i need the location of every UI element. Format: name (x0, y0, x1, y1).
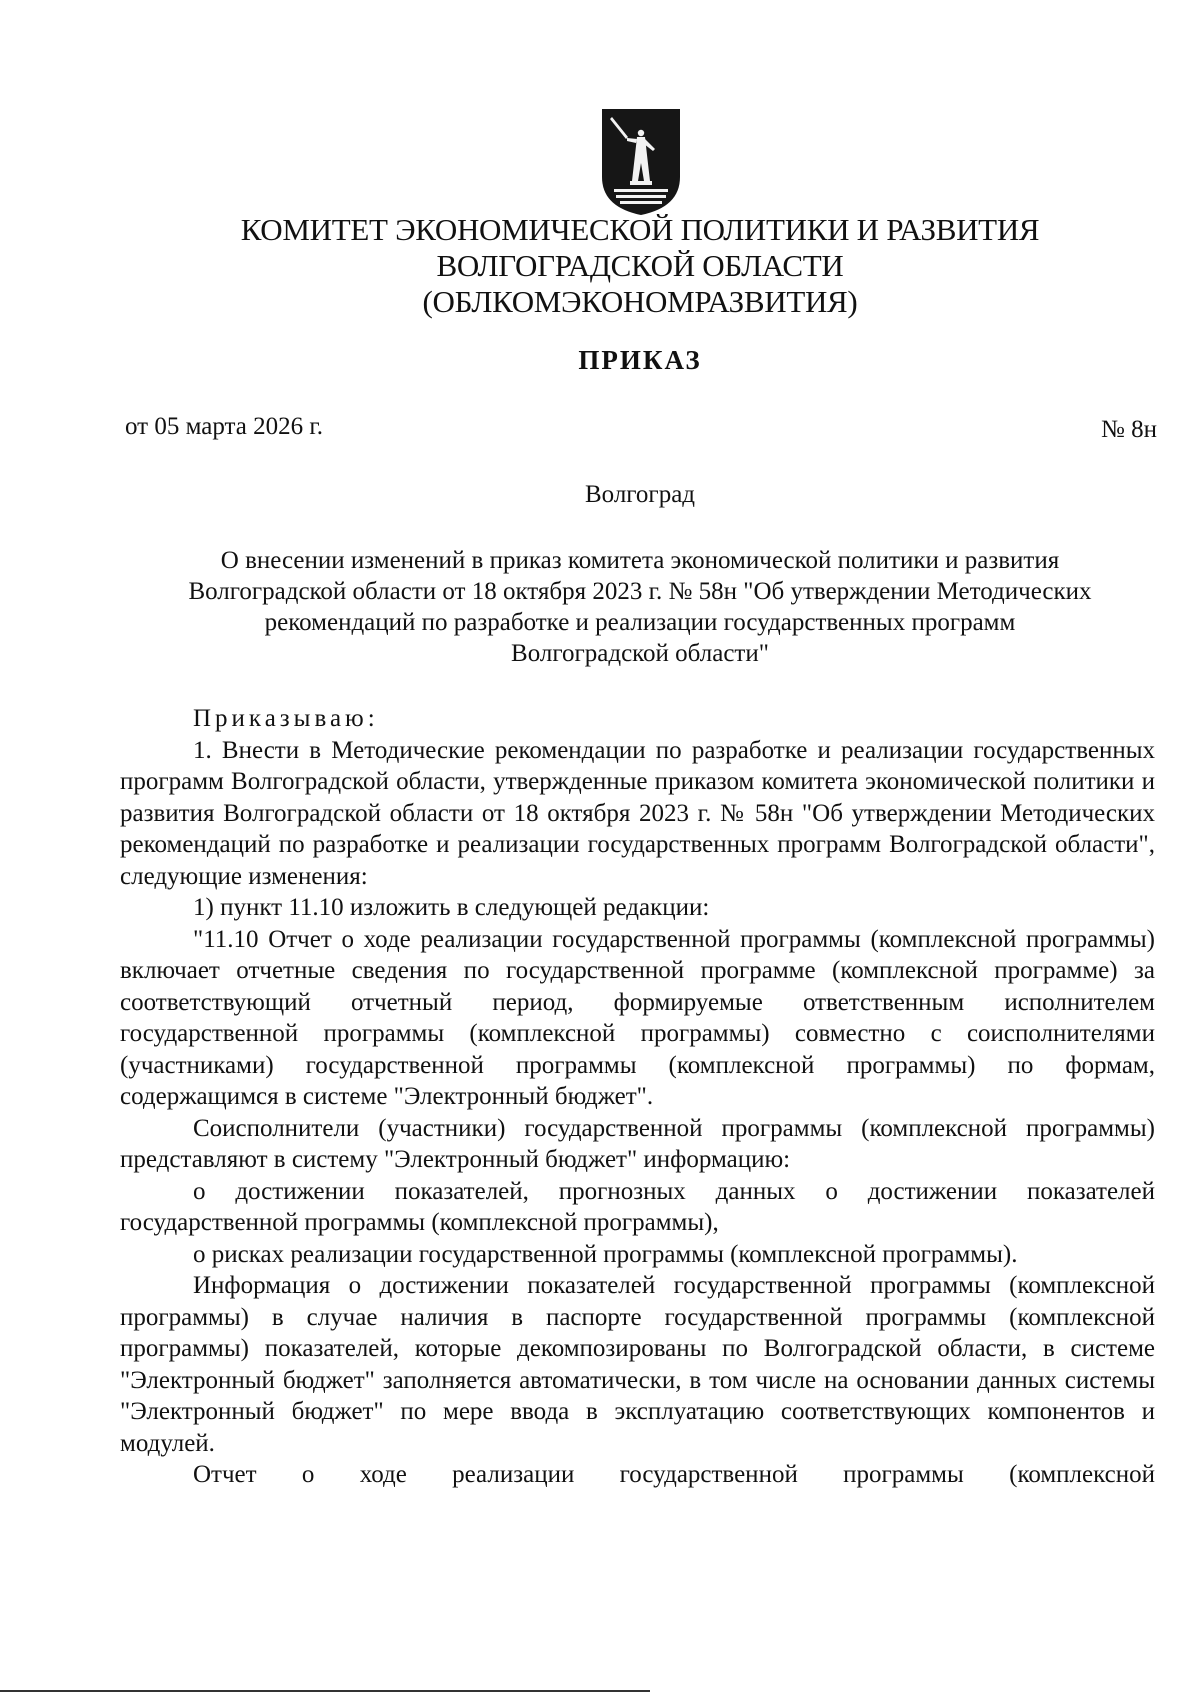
body-paragraph-1: 1. Внести в Методические рекомендации по разработке и реализации государственных программ Волгоградской области, утвержденные приказом комитета экономической политики и развития Волгоградской области от 18 октября 2023 г. № 58н "Об утверждении Методических рекомендаций по разработке и реализации государственных программ Волгоградской области", следующие изменения: (120, 736, 1155, 890)
document-city: Волгоград (584, 481, 696, 508)
volgograd-emblem-icon (600, 107, 682, 217)
body-paragraph-7: Информация о достижении показателей государственной программы (комплексной программы) в случае наличия в паспорте государственной программы (комплексной программы) показателей, которые декомпозированы по Волгоградской области, в системе "Электронный бюджет" заполняется автоматически, в том числе на основании данных системы "Электронный бюджет" по мере ввода в эксплуатацию соответствующих компонентов и модулей. (120, 1272, 1155, 1457)
document-body (120, 703, 1155, 1491)
org-name-line-1: КОМИТЕТ ЭКОНОМИЧЕСКОЙ ПОЛИТИКИ И РАЗВИТИЯ (240, 212, 1040, 247)
org-name-line-2: ВОЛГОГРАДСКОЙ ОБЛАСТИ (436, 248, 844, 283)
body-paragraph-4: Соисполнители (участники) государственной программы (комплексной программы) представляют в систему "Электронный бюджет" информацию: (120, 1114, 1155, 1173)
body-paragraph-2: 1) пункт 11.10 изложить в следующей редакции: (193, 894, 710, 921)
organization-name (120, 212, 1160, 320)
subject-line-1: О внесении изменений в приказ комитета экономической политики и развития (220, 547, 1060, 574)
body-paragraph-5: о достижении показателей, прогнозных данных о достижении показателей государственной программы (комплексной программы), (120, 1177, 1155, 1236)
subject-line-4: Волгоградской области" (511, 640, 769, 667)
body-paragraph-3: "11.10 Отчет о ходе реализации государственной программы (комплексной программы) включает отчетные сведения по государственной программе (комплексной программе) за соответствующий отчетный период, формируемые ответственным исполнителем государственной программы (комплексной программы) совместно с соисполнителями (участниками) государственной программы (комплексной программы) по формам, содержащимся в системе "Электронный бюджет". (120, 925, 1155, 1110)
body-paragraph-8: Отчет о ходе реализации государственной программы (комплексной (193, 1461, 1155, 1488)
subject-line-2: Волгоградской области от 18 октября 2023 г. № 58н "Об утверждении Методических (188, 578, 1092, 605)
document-date: от 05 марта 2026 г. (125, 413, 324, 440)
document-type: ПРИКАЗ (578, 345, 702, 375)
subject-line-3: рекомендаций по разработке и реализации государственных программ (264, 609, 1016, 636)
order-word: Приказываю: (193, 705, 379, 732)
page-bottom-rule (0, 1690, 650, 1692)
document-number: № 8н (1101, 416, 1157, 443)
org-name-abbreviation: (ОБЛКОМЭКОНОМРАЗВИТИЯ) (422, 284, 858, 319)
body-paragraph-6: о рисках реализации государственной программы (комплексной программы). (193, 1240, 1018, 1268)
document-subject (120, 545, 1160, 669)
